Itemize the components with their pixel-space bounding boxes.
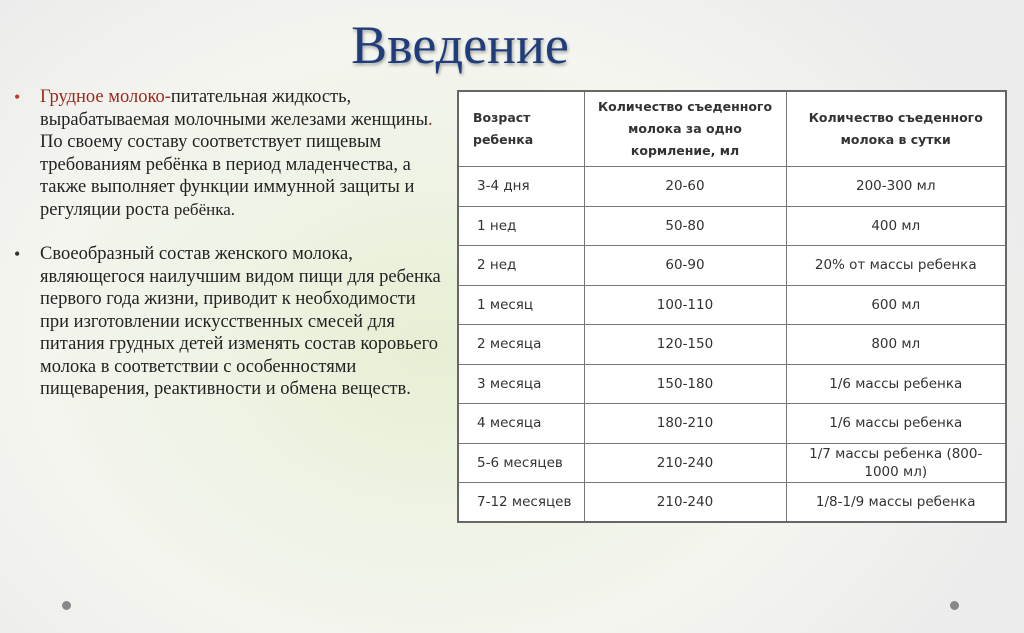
table-cell: 2 нед xyxy=(458,246,584,286)
decorative-dot-icon xyxy=(62,601,71,610)
table-row xyxy=(458,404,1006,444)
table-header-row xyxy=(458,91,1006,167)
table-row xyxy=(458,443,1006,483)
table-cell: 800 мл xyxy=(786,325,1006,365)
table-row xyxy=(458,285,1006,325)
table-cell: 7-12 месяцев xyxy=(458,483,584,523)
paragraph-dot: . xyxy=(428,109,433,130)
paragraph-text: Своеобразный состав женского молока, являющегося наилучшим видом пищи для ребенка первого года жизни, приводит к необходимости при изготовлении искусственных смесей для питания грудных детей изменять состав коровьего молока в соответствии с особенностями пищеварения, реактивности и обмена веществ. xyxy=(40,244,441,399)
table-cell: 1/8-1/9 массы ребенка xyxy=(786,483,1006,523)
bullet-item xyxy=(14,243,444,401)
paragraph-text: По своему составу соответствует пищевым требованиям ребёнка в период младенчества, а также выполняет функции иммунной защиты и регуляции роста xyxy=(40,132,415,220)
table-row xyxy=(458,483,1006,523)
column-header: Возраст ребенка xyxy=(458,91,584,167)
paragraph-end: ребёнка. xyxy=(173,199,236,219)
table-cell: 600 мл xyxy=(786,285,1006,325)
table-cell: 100-110 xyxy=(584,285,786,325)
decorative-dot-icon xyxy=(950,601,959,610)
table-cell: 1 нед xyxy=(458,206,584,246)
table-cell: 1 месяц xyxy=(458,285,584,325)
bullet-dot-icon: • xyxy=(14,87,21,107)
table-cell: 2 месяца xyxy=(458,325,584,365)
paragraph-text: питательная жидкость, вырабатываемая молочными железами женщины xyxy=(40,87,429,130)
bullet-dot-icon: • xyxy=(14,244,21,264)
column-header: Количество съеденного молока за одно кормление, мл xyxy=(584,91,786,167)
table-row xyxy=(458,206,1006,246)
table-cell: 210-240 xyxy=(584,443,786,483)
table-cell: 1/6 массы ребенка xyxy=(786,404,1006,444)
table-cell: 1/6 массы ребенка xyxy=(786,364,1006,404)
table-cell: 3 месяца xyxy=(458,364,584,404)
table-cell: 4 месяца xyxy=(458,404,584,444)
table-cell: 400 мл xyxy=(786,206,1006,246)
bullet-list xyxy=(14,86,444,401)
table-row xyxy=(458,364,1006,404)
table-row xyxy=(458,246,1006,286)
table-cell: 210-240 xyxy=(584,483,786,523)
table-cell: 120-150 xyxy=(584,325,786,365)
table-cell: 150-180 xyxy=(584,364,786,404)
table-cell: 50-80 xyxy=(584,206,786,246)
feeding-table xyxy=(457,90,1007,523)
table-row xyxy=(458,167,1006,207)
bullet-item xyxy=(14,86,444,221)
table-cell: 180-210 xyxy=(584,404,786,444)
table-row xyxy=(458,325,1006,365)
table-cell: 20-60 xyxy=(584,167,786,207)
table-cell: 1/7 массы ребенка (800-1000 мл) xyxy=(786,443,1006,483)
table-cell: 3-4 дня xyxy=(458,167,584,207)
table-cell: 5-6 месяцев xyxy=(458,443,584,483)
table-cell: 60-90 xyxy=(584,246,786,286)
table-cell: 200-300 мл xyxy=(786,167,1006,207)
table-cell: 20% от массы ребенка xyxy=(786,246,1006,286)
term-highlight: Грудное молоко- xyxy=(40,87,171,107)
slide-title: Введение xyxy=(351,15,569,75)
column-header: Количество съеденного молока в сутки xyxy=(786,91,1006,167)
